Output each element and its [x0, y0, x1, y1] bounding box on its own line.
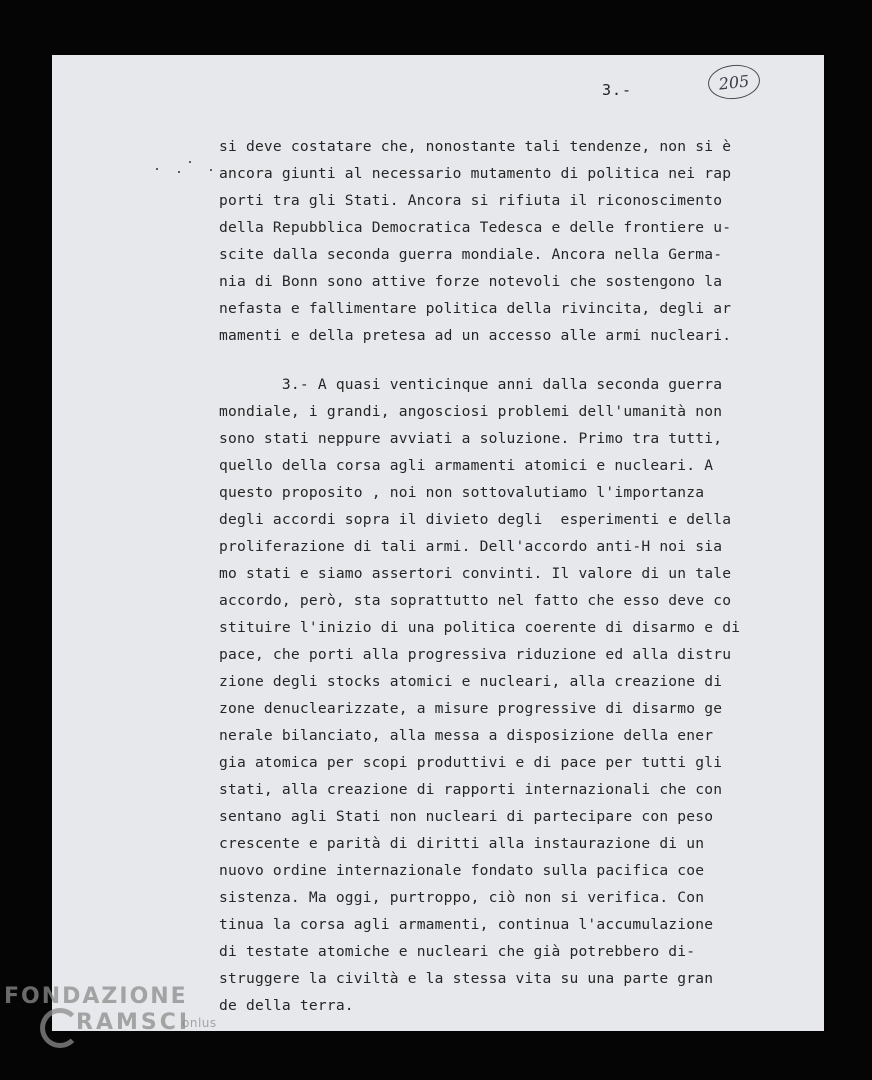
text-line: de della terra. [219, 997, 354, 1014]
speck [178, 171, 180, 173]
text-line: sono stati neppure avviati a soluzione. Primo tra tutti, [219, 430, 723, 447]
text-line: si deve costatare che, nonostante tali tendenze, non si è [219, 138, 732, 155]
text-line: nerale bilanciato, alla messa a disposizione della ener [219, 727, 714, 744]
text-line: ancora giunti al necessario mutamento di politica nei rap [219, 165, 732, 182]
text-line: struggere la civiltà e la stessa vita su una parte gran [219, 970, 714, 987]
text-line: nuovo ordine internazionale fondato sulla pacifica coe [219, 862, 705, 879]
archive-stamp: 205 [706, 62, 761, 101]
text-line: mamenti e della pretesa ad un accesso alle armi nucleari. [219, 327, 732, 344]
watermark-line-2-group [4, 1010, 191, 1044]
document-page [52, 55, 824, 1031]
text-line: stati, alla creazione di rapporti internazionali che con [219, 781, 723, 798]
text-line: quello della corsa agli armamenti atomici e nucleari. A [219, 457, 714, 474]
text-line: mondiale, i grandi, angosciosi problemi dell'umanità non [219, 403, 723, 420]
fondazione-gramsci-watermark [4, 984, 217, 1044]
text-line: mo stati e siamo assertori convinti. Il valore di un tale [219, 565, 732, 582]
text-line: stituire l'inizio di una politica coerente di disarmo e di [219, 619, 741, 636]
text-line: sentano agli Stati non nucleari di partecipare con peso [219, 808, 714, 825]
text-line: nefasta e fallimentare politica della rivincita, degli ar [219, 300, 732, 317]
text-line: pace, che porti alla progressiva riduzione ed alla distru [219, 646, 732, 663]
speck [189, 161, 191, 163]
text-line: zione degli stocks atomici e nucleari, alla creazione di [219, 673, 723, 690]
text-line: accordo, però, sta soprattutto nel fatto che esso deve co [219, 592, 732, 609]
text-line: porti tra gli Stati. Ancora si rifiuta il riconoscimento [219, 192, 723, 209]
text-line: crescente e parità di diritti alla instaurazione di un [219, 835, 705, 852]
text-line: 3.- A quasi venticinque anni dalla seconda guerra [219, 376, 723, 393]
text-line: degli accordi sopra il divieto degli esperimenti e della [219, 511, 732, 528]
text-line: sistenza. Ma oggi, purtroppo, ciò non si verifica. Con [219, 889, 705, 906]
text-line: scite dalla seconda guerra mondiale. Ancora nella Germa- [219, 246, 723, 263]
text-line: gia atomica per scopi produttivi e di pace per tutti gli [219, 754, 723, 771]
speck [156, 168, 158, 170]
text-line: di testate atomiche e nucleari che già potrebbero di- [219, 943, 696, 960]
speck [210, 169, 212, 171]
watermark-line-1: FONDAZIONE [4, 984, 188, 1009]
text-line: della Repubblica Democratica Tedesca e delle frontiere u- [219, 219, 732, 236]
text-line: nia di Bonn sono attive forze notevoli che sostengono la [219, 273, 723, 290]
paragraph-1 [219, 133, 779, 349]
paragraph-2 [219, 371, 779, 1019]
text-line: zone denuclearizzate, a misure progressive di disarmo ge [219, 700, 723, 717]
gramsci-g-logo-icon [40, 1008, 80, 1048]
text-line: proliferazione di tali armi. Dell'accordo anti-H noi sia [219, 538, 723, 555]
text-line: questo proposito , noi non sottovalutiamo l'importanza [219, 484, 705, 501]
watermark-line-2: RAMSCI [76, 1010, 191, 1035]
text-line: tinua la corsa agli armamenti, continua l'accumulazione [219, 916, 714, 933]
page-number: 3.- [602, 81, 633, 99]
watermark-line-3: onlus [182, 1016, 217, 1030]
